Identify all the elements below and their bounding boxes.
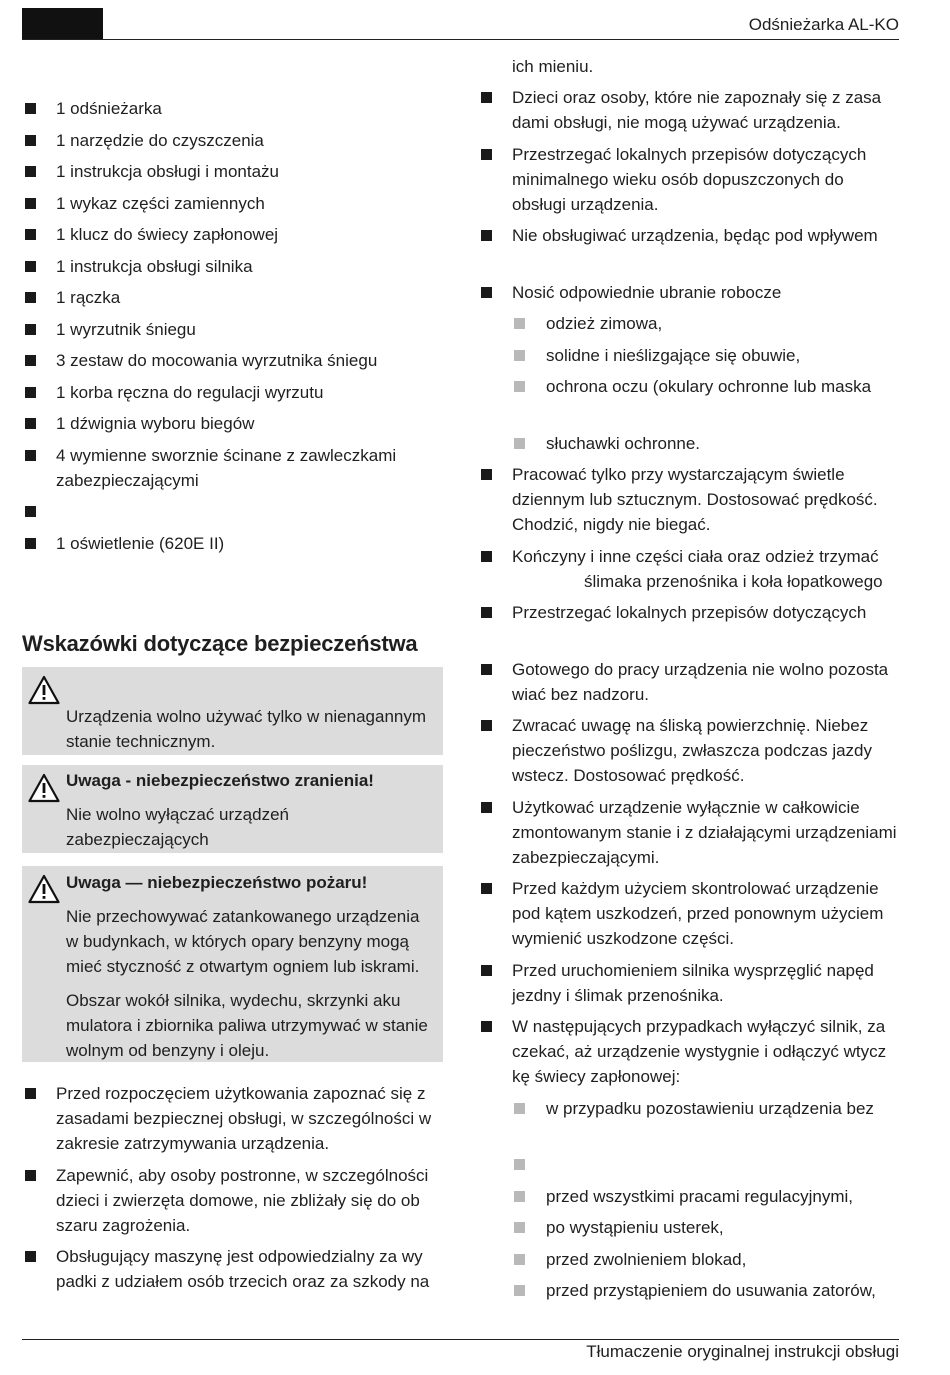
warning-body (66, 704, 435, 754)
sublist-item: w przypadku pozostawieniu urządzenia bez (478, 1096, 900, 1121)
sublist-item: po wystąpieniu usterek, (478, 1215, 900, 1240)
warning-body (66, 870, 435, 1063)
section-heading: Wskazówki dotyczące bezpieczeństwa (22, 631, 418, 656)
list-item-empty (22, 499, 444, 524)
warning-text: Nie wolno wyłączać urządzeń zabezpieczających (66, 805, 289, 849)
sublist-item: przed wszystkimi pracami regulacyjnymi, (478, 1184, 900, 1209)
list-item-line: ślimaka przenośnika i koła łopatkowego (584, 571, 883, 591)
warning-body (66, 768, 435, 852)
warning-triangle-icon (28, 773, 60, 803)
list-item: Przestrzegać lokalnych przepisów dotyczących (478, 600, 900, 625)
warning-box-general (22, 667, 443, 755)
warning-text: Urządzenia wolno używać tylko w nienagannym stanie technicznym. (66, 707, 427, 751)
sublist-item: odzież zimowa, (478, 311, 900, 336)
list-item: 1 korba ręczna do regulacji wyrzutu (22, 380, 444, 405)
list-item: Przed każdym użyciem skontrolować urządzenie pod kątem uszkodzeń, przed ponownym użyciem wymienić uszkodzone części. (478, 876, 900, 951)
list-item (478, 544, 900, 594)
warning-title: Uwaga - niebezpieczeństwo zranienia! (66, 771, 374, 790)
sublist-item: ochrona oczu (okulary ochronne lub maska (478, 374, 900, 399)
list-item: 1 wyrzutnik śniegu (22, 317, 444, 342)
warning-text: Obszar wokół silnika, wydechu, skrzynki aku mulatora i zbiornika paliwa utrzymywać w stanie wolnym od benzyny i oleju. (66, 991, 428, 1060)
list-item: Dzieci oraz osoby, które nie zapoznały się z zasa dami obsługi, nie mogą używać urządzenia. (478, 85, 900, 135)
list-item: 1 narzędzie do czyszczenia (22, 128, 444, 153)
list-item: 1 instrukcja obsługi i montażu (22, 159, 444, 184)
list-item: Zapewnić, aby osoby postronne, w szczególności dzieci i zwierzęta domowe, nie zbliżały się do ob szaru zagrożenia. (22, 1163, 444, 1238)
list-item: 1 wykaz części zamiennych (22, 191, 444, 216)
sublist-item-empty (478, 1152, 900, 1177)
list-item: W następujących przypadkach wyłączyć silnik, za czekać, aż urządzenie wystygnie i odłączyć wtycz kę świecy zapłonowej: (478, 1014, 900, 1089)
list-item: Zwracać uwagę na śliską powierzchnię. Niebez pieczeństwo poślizgu, zwłaszcza podczas jazdy wstecz. Dostosować prędkość. (478, 713, 900, 788)
list-item: 1 odśnieżarka (22, 96, 444, 121)
list-item: Przed uruchomieniem silnika wysprzęglić napęd jezdny i ślimak przenośnika. (478, 958, 900, 1008)
continued-text: ich mieniu. (512, 57, 594, 76)
header-title: Odśnieżarka AL-KO (748, 15, 899, 34)
list-item: 1 dźwignia wyboru biegów (22, 411, 444, 436)
warning-text: Nie przechowywać zatankowanego urządzenia w budynkach, w których opary benzyny mogą mieć styczność z otwartym ogniem lub iskrami. (66, 907, 420, 976)
safety-list-left (22, 1081, 444, 1301)
warning-box-fire (22, 866, 443, 1062)
list-item: Nosić odpowiednie ubranie robocze (478, 280, 900, 305)
list-item: 1 klucz do świecy zapłonowej (22, 222, 444, 247)
footer-text: Tłumaczenie oryginalnej instrukcji obsługi (586, 1342, 899, 1361)
list-item: Przestrzegać lokalnych przepisów dotyczących minimalnego wieku osób dopuszczonych do obsługi urządzenia. (478, 142, 900, 217)
sublist-item: słuchawki ochronne. (478, 431, 900, 456)
list-item: Przed rozpoczęciem użytkowania zapoznać się z zasadami bezpiecznej obsługi, w szczególności w zakresie zatrzymywania urządzenia. (22, 1081, 444, 1156)
warning-triangle-icon (28, 874, 60, 904)
list-item: 1 rączka (22, 285, 444, 310)
list-item: Nie obsługiwać urządzenia, będąc pod wpływem (478, 223, 900, 248)
page-tab-marker (22, 8, 103, 40)
list-item: 1 oświetlenie (620E II) (22, 531, 444, 556)
list-item: Użytkować urządzenie wyłącznie w całkowicie zmontowanym stanie i z działającymi urządzeniami zabezpieczającymi. (478, 795, 900, 870)
warning-triangle-icon (28, 675, 60, 705)
safety-list-right (478, 54, 900, 1310)
list-item: 3 zestaw do mocowania wyrzutnika śniegu (22, 348, 444, 373)
footer-rule (22, 1339, 899, 1340)
header-rule (22, 39, 899, 40)
list-item: 4 wymienne sworznie ścinane z zawleczkami zabezpieczającymi (22, 443, 444, 493)
sublist (478, 311, 900, 399)
list-item: 1 instrukcja obsługi silnika (22, 254, 444, 279)
sublist-item: solidne i nieślizgające się obuwie, (478, 343, 900, 368)
list-item-line: Kończyny i inne części ciała oraz odzież trzymać (512, 546, 879, 566)
contents-list (22, 96, 444, 556)
list-item: Obsługujący maszynę jest odpowiedzialny za wy padki z udziałem osób trzecich oraz za szkody na (22, 1244, 444, 1294)
list-item: Pracować tylko przy wystarczającym świetle dziennym lub sztucznym. Dostosować prędkość. Chodzić, nigdy nie biegać. (478, 462, 900, 537)
list-item: Gotowego do pracy urządzenia nie wolno pozosta wiać bez nadzoru. (478, 657, 900, 707)
sublist-item: przed zwolnieniem blokad, (478, 1247, 900, 1272)
warning-box-injury (22, 765, 443, 853)
sublist-item: przed przystąpieniem do usuwania zatorów, (478, 1278, 900, 1303)
contents-section (22, 96, 444, 562)
warning-title: Uwaga — niebezpieczeństwo pożaru! (66, 873, 368, 892)
